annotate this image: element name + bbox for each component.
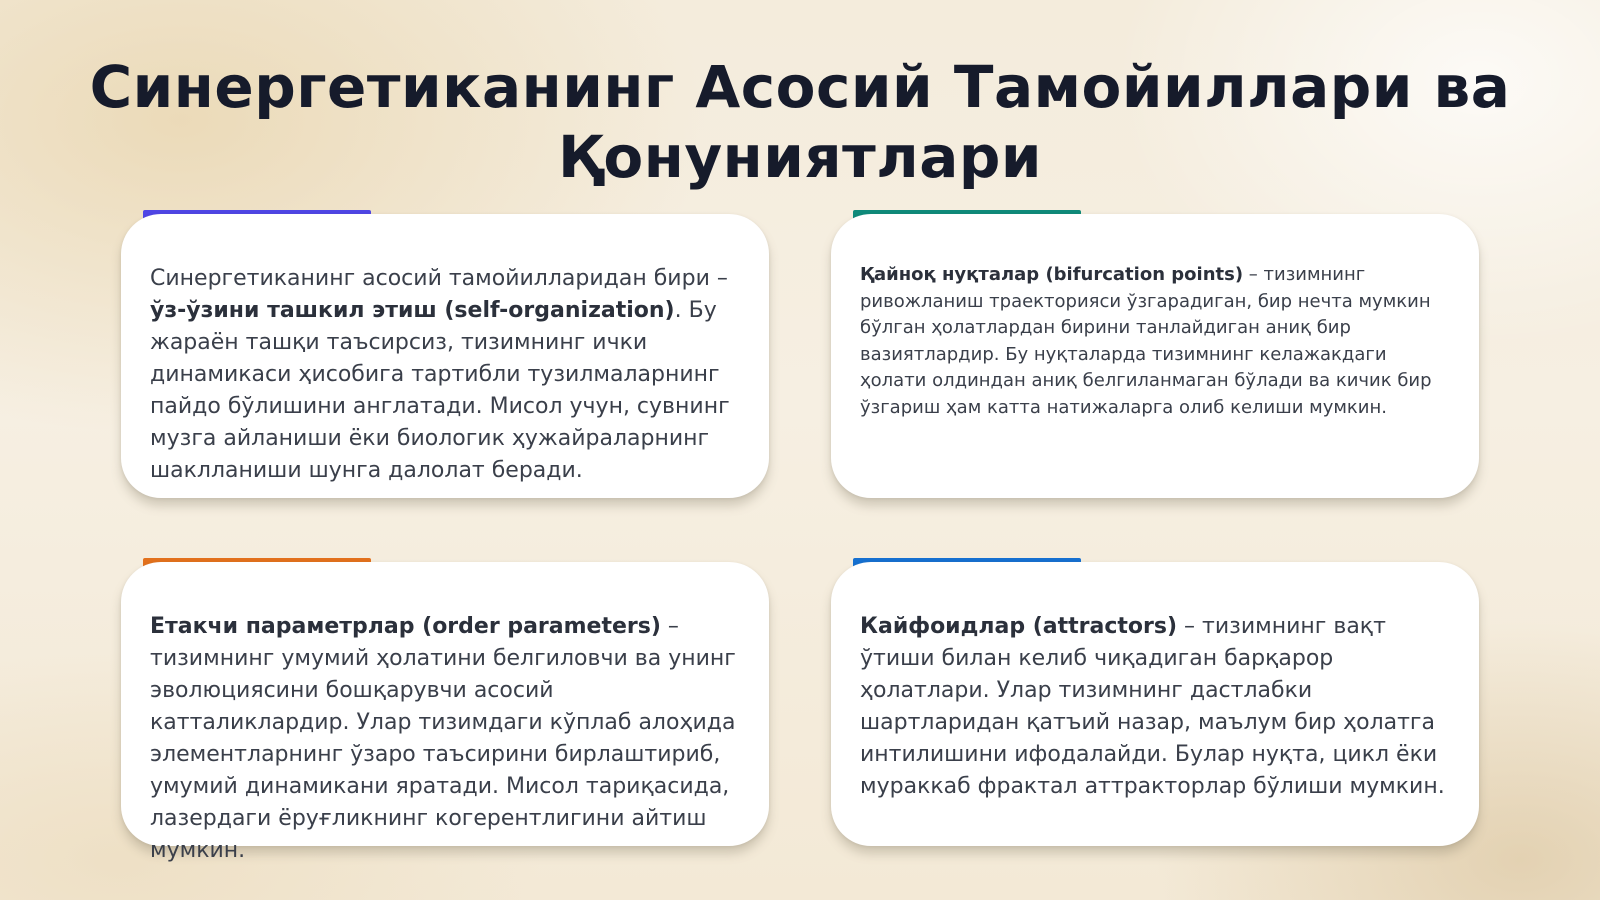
card-2-term: Қайноқ нуқталар (bifurcation points) bbox=[860, 264, 1244, 285]
card-1-body: . Бу жараён ташқи таъсирсиз, тизимнинг ички динамикаси ҳисобига тартибли тузилмаларнинг пайдо бўлишини англатади. Мисол учун, сувнинг музга айланиши ёки биологик ҳужайраларнинг шаклланиши шунга далолат беради. bbox=[150, 298, 730, 483]
card-3-term: Етакчи параметрлар (order parameters) bbox=[150, 614, 661, 639]
card-2-body: – тизимнинг ривожланиш траекторияси ўзгарадиган, бир нечта мумкин бўлган ҳолатлардан бирини танлайдиган аниқ бир вазиятлардир. Бу нуқталарда тизимнинг келажакдаги ҳолати олдиндан аниқ белгиланмаган бўлади ва кичик бир ўзгариш ҳам катта натижаларга олиб келиши мумкин. bbox=[860, 264, 1432, 418]
card-4-term: Кайфоидлар (attractors) bbox=[860, 614, 1178, 639]
card-4-text bbox=[860, 611, 1450, 803]
card-1-prefix: Синергетиканинг асосий тамойилларидан бири – bbox=[150, 266, 728, 291]
card-4-body: – тизимнинг вақт ўтиши билан келиб чиқадиган барқарор ҳолатлари. Улар тизимнинг дастлабки шартларидан қатъий назар, маълум бир ҳолатга интилишини ифодалайди. Булар нуқта, цикл ёки мураккаб фрактал аттракторлар бўлиши мумкин. bbox=[860, 614, 1445, 799]
card-3-body: – тизимнинг умумий ҳолатини белгиловчи ва унинг эволюциясини бошқарувчи асосий катталиклардир. Улар тизимдаги кўплаб алоҳида элементларнинг ўзаро таъсирини бирлаштириб, умумий динамикани яратади. Мисол тариқасида, лазердаги ёруғликнинг когерентлигини айтиш мумкин. bbox=[150, 614, 736, 863]
card-1-term: ўз-ўзини ташкил этиш (self-organization) bbox=[150, 298, 675, 323]
card-3-text bbox=[150, 611, 740, 867]
card-1-text bbox=[150, 263, 740, 487]
card-2-text bbox=[860, 262, 1450, 421]
slide-title: Синергетиканинг Асосий Тамойиллари ва Қонуниятлари bbox=[89, 53, 1511, 191]
